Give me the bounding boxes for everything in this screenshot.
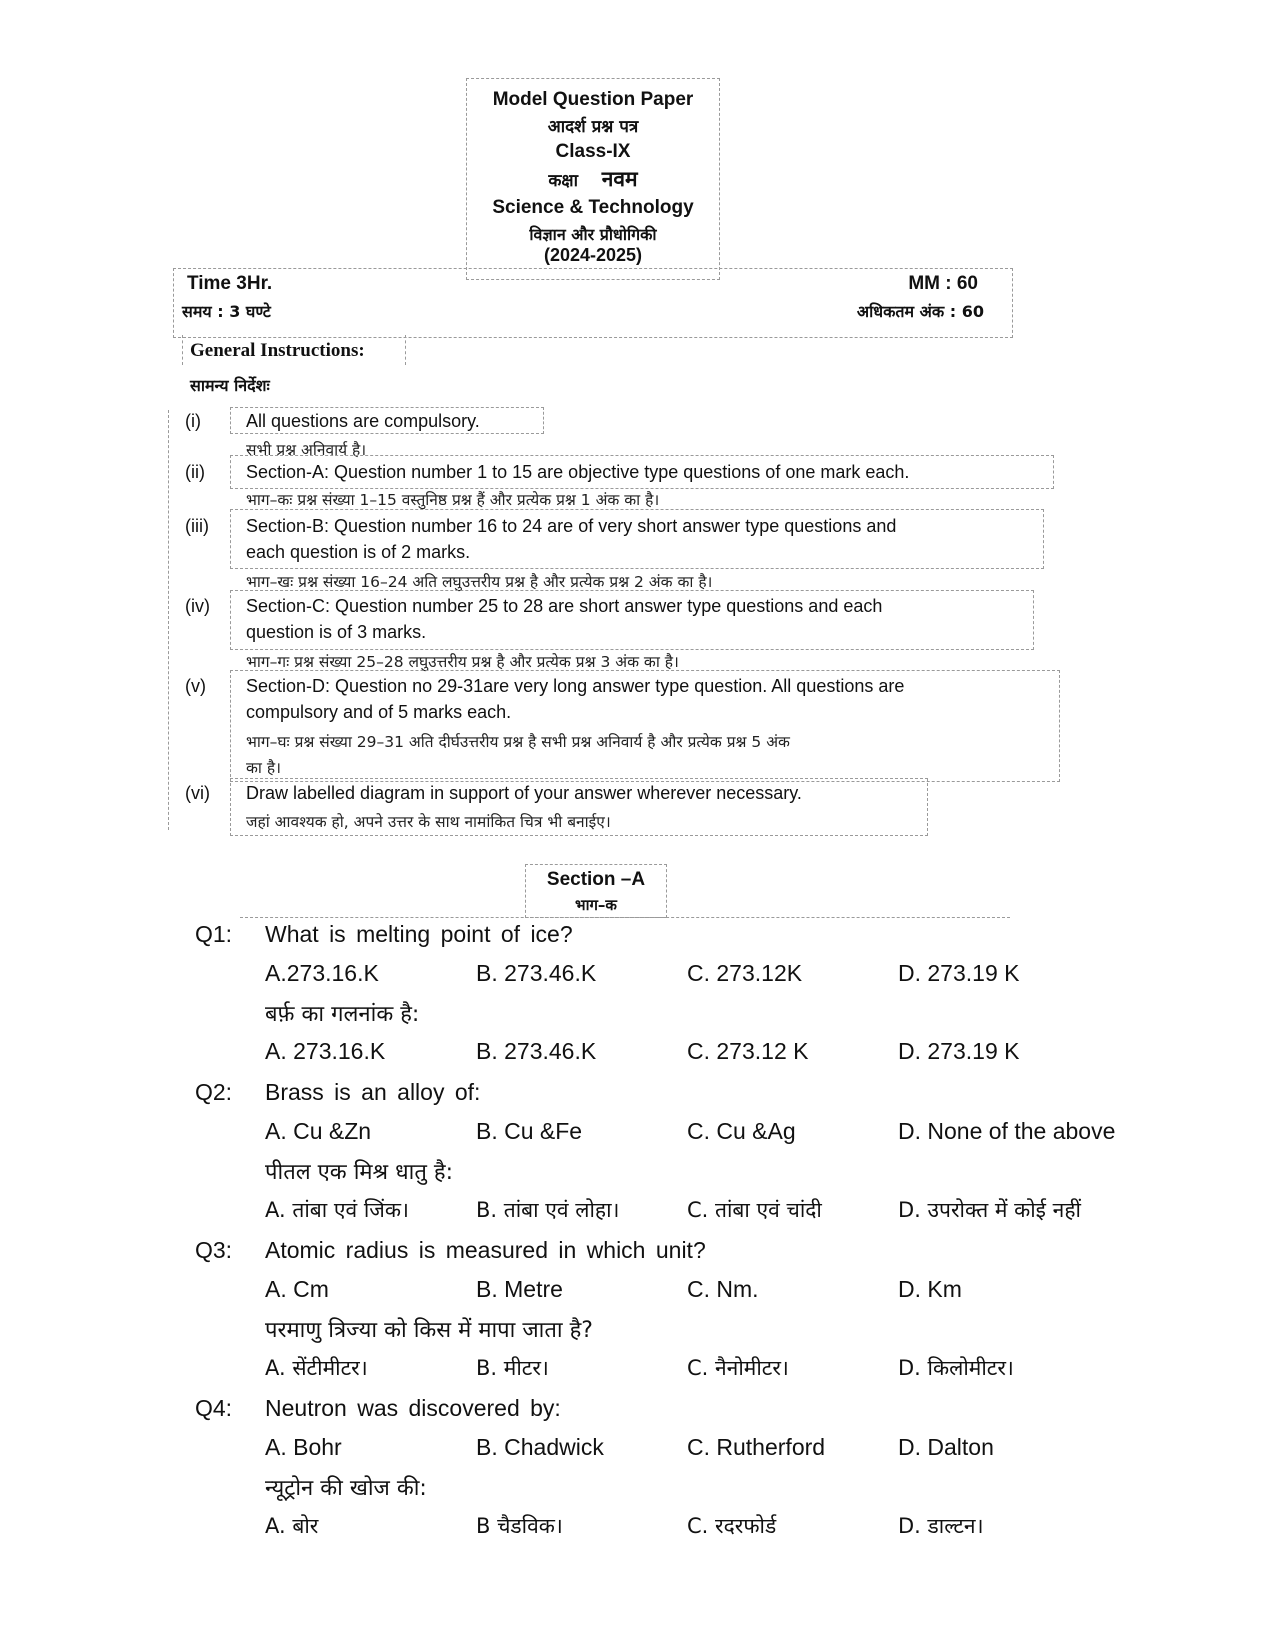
margin-line [168,410,169,830]
question-text: Neutron was discovered by: [265,1395,561,1421]
max-marks-hindi: अधिकतम अंक : 60 [856,302,984,321]
question-text: Brass is an alloy of: [265,1079,481,1105]
option: B. Metre [476,1276,563,1302]
option-hindi: B चैडविक। [476,1514,563,1538]
instruction-number: (iv) [185,596,210,616]
option-hindi: D. उपरोक्त में कोई नहीं [898,1198,1081,1222]
subject-title-hindi: विज्ञान और प्रौधोगिकी [529,225,657,244]
paper-header [466,78,720,280]
instruction-text: All questions are compulsory. [246,411,480,431]
option: C. 273.12K [687,960,803,986]
question-number: Q2: [195,1079,233,1105]
question-text-hindi: परमाणु त्रिज्या को किस में मापा जाता है? [265,1318,593,1343]
class-label-hindi: कक्षा नवम [548,167,638,191]
frame [230,407,544,434]
option-hindi: B. 273.46.K [476,1038,597,1064]
instruction-text-hindi: भाग–कः प्रश्न संख्या 1–15 वस्तुनिष्ठ प्रश्न हैं और प्रत्येक प्रश्न 1 अंक का है। [246,491,660,509]
option-hindi: B. मीटर। [476,1356,549,1380]
question-text: What is melting point of ice? [265,921,573,947]
section-title: Section –A [546,869,646,890]
frame [230,670,1060,782]
option: D. Km [898,1276,962,1302]
option-hindi: A. बोर [265,1514,319,1538]
section-title-hindi: भाग–क [575,896,617,914]
instruction-text-hindi: जहां आवश्यक हो, अपने उत्तर के साथ नामांकित चित्र भी बनाईए। [246,813,611,831]
instruction-text: Section-D: Question no 29-31are very long answer type question. All questions are [246,676,905,696]
frame [230,509,1044,569]
option-hindi: D. किलोमीटर। [898,1356,1014,1380]
instruction-number: (iii) [185,516,209,536]
instruction-number: (vi) [185,783,210,803]
question-number: Q3: [195,1237,233,1263]
option: D. Dalton [898,1434,994,1460]
option: C. Nm. [687,1276,759,1302]
option-hindi: A. 273.16.K [265,1038,386,1064]
option: B. Cu &Fe [476,1118,583,1144]
option: B. Chadwick [476,1434,604,1460]
option: D. None of the above [898,1118,1116,1144]
instruction-number: (i) [185,411,201,431]
option: A. Cm [265,1276,329,1302]
instruction-text: compulsory and of 5 marks each. [246,702,512,722]
question-text-hindi: बर्फ़ का गलनांक है: [265,1002,420,1027]
max-marks: MM : 60 [908,273,978,294]
option-hindi: C. रदरफोर्ड [687,1514,777,1538]
question-text: Atomic radius is measured in which unit? [265,1237,706,1263]
instruction-text-hindi: भाग–गः प्रश्न संख्या 25–28 लघुउत्तरीय प्रश्न है और प्रत्येक प्रश्न 3 अंक का है। [246,653,679,671]
class-label: Class-IX [555,141,631,162]
option-hindi: B. तांबा एवं लोहा। [476,1198,620,1222]
option-hindi: C. नैनोमीटर। [687,1356,789,1380]
general-instructions-heading: General Instructions: [190,340,365,361]
instruction-text: Section-A: Question number 1 to 15 are objective type questions of one mark each. [246,462,910,482]
instruction-text-hindi: भाग–खः प्रश्न संख्या 16–24 अति लघुउत्तरीय प्रश्न है और प्रत्येक प्रश्न 2 अंक का है। [246,573,713,591]
instruction-text-hindi: का है। [246,759,281,777]
option-hindi: A. सेंटीमीटर। [265,1356,368,1380]
question-number: Q4: [195,1395,233,1421]
option-hindi: C. 273.12 K [687,1038,809,1064]
instruction-text: Draw labelled diagram in support of your answer wherever necessary. [246,783,802,803]
option: A. Cu &Zn [265,1118,372,1144]
paper-title-hindi: आदर्श प्रश्न पत्र [547,117,639,137]
instruction-number: (v) [185,676,206,696]
time-allowed: Time 3Hr. [187,273,273,294]
option: D. 273.19 K [898,960,1020,986]
instruction-text-hindi: भाग–घः प्रश्न संख्या 29–31 अति दीर्घउत्तरीय प्रश्न है सभी प्रश्न अनिवार्य है और प्रत्येक प्रश्न 5 अंक [246,733,790,751]
option-hindi: A. तांबा एवं जिंक। [265,1198,409,1222]
option: A.273.16.K [265,960,379,986]
option: A. Bohr [265,1434,342,1460]
option: C. Rutherford [687,1434,826,1460]
instruction-text: question is of 3 marks. [246,622,427,642]
time-marks-box [173,268,1013,338]
subject-title: Science & Technology [492,197,694,218]
time-allowed-hindi: समय : 3 घण्टे [182,302,271,321]
heading-frame [182,335,406,365]
instruction-text: each question is of 2 marks. [246,542,471,562]
session-year: (2024-2025) [543,245,643,265]
option: B. 273.46.K [476,960,597,986]
question-text-hindi: न्यूट्रोन की खोज की: [265,1476,427,1501]
option-hindi: D. डाल्टन। [898,1514,984,1538]
frame [230,590,1034,650]
frame [230,778,928,836]
question-number: Q1: [195,921,233,947]
general-instructions-heading-hindi: सामन्य निर्देशः [190,376,270,395]
instruction-number: (ii) [185,462,205,482]
divider [240,917,1010,918]
section-heading-box [525,864,667,918]
paper-title: Model Question Paper [492,89,694,110]
question-text-hindi: पीतल एक मिश्र धातु है: [265,1160,453,1185]
instruction-text: Section-B: Question number 16 to 24 are of very short answer type questions and [246,516,897,536]
frame [230,455,1054,489]
option-hindi: D. 273.19 K [898,1038,1020,1064]
instruction-text: Section-C: Question number 25 to 28 are short answer type questions and each [246,596,883,616]
option: C. Cu &Ag [687,1118,796,1144]
instruction-text-hindi: सभी प्रश्न अनिवार्य है। [246,441,367,459]
option-hindi: C. तांबा एवं चांदी [687,1198,822,1222]
